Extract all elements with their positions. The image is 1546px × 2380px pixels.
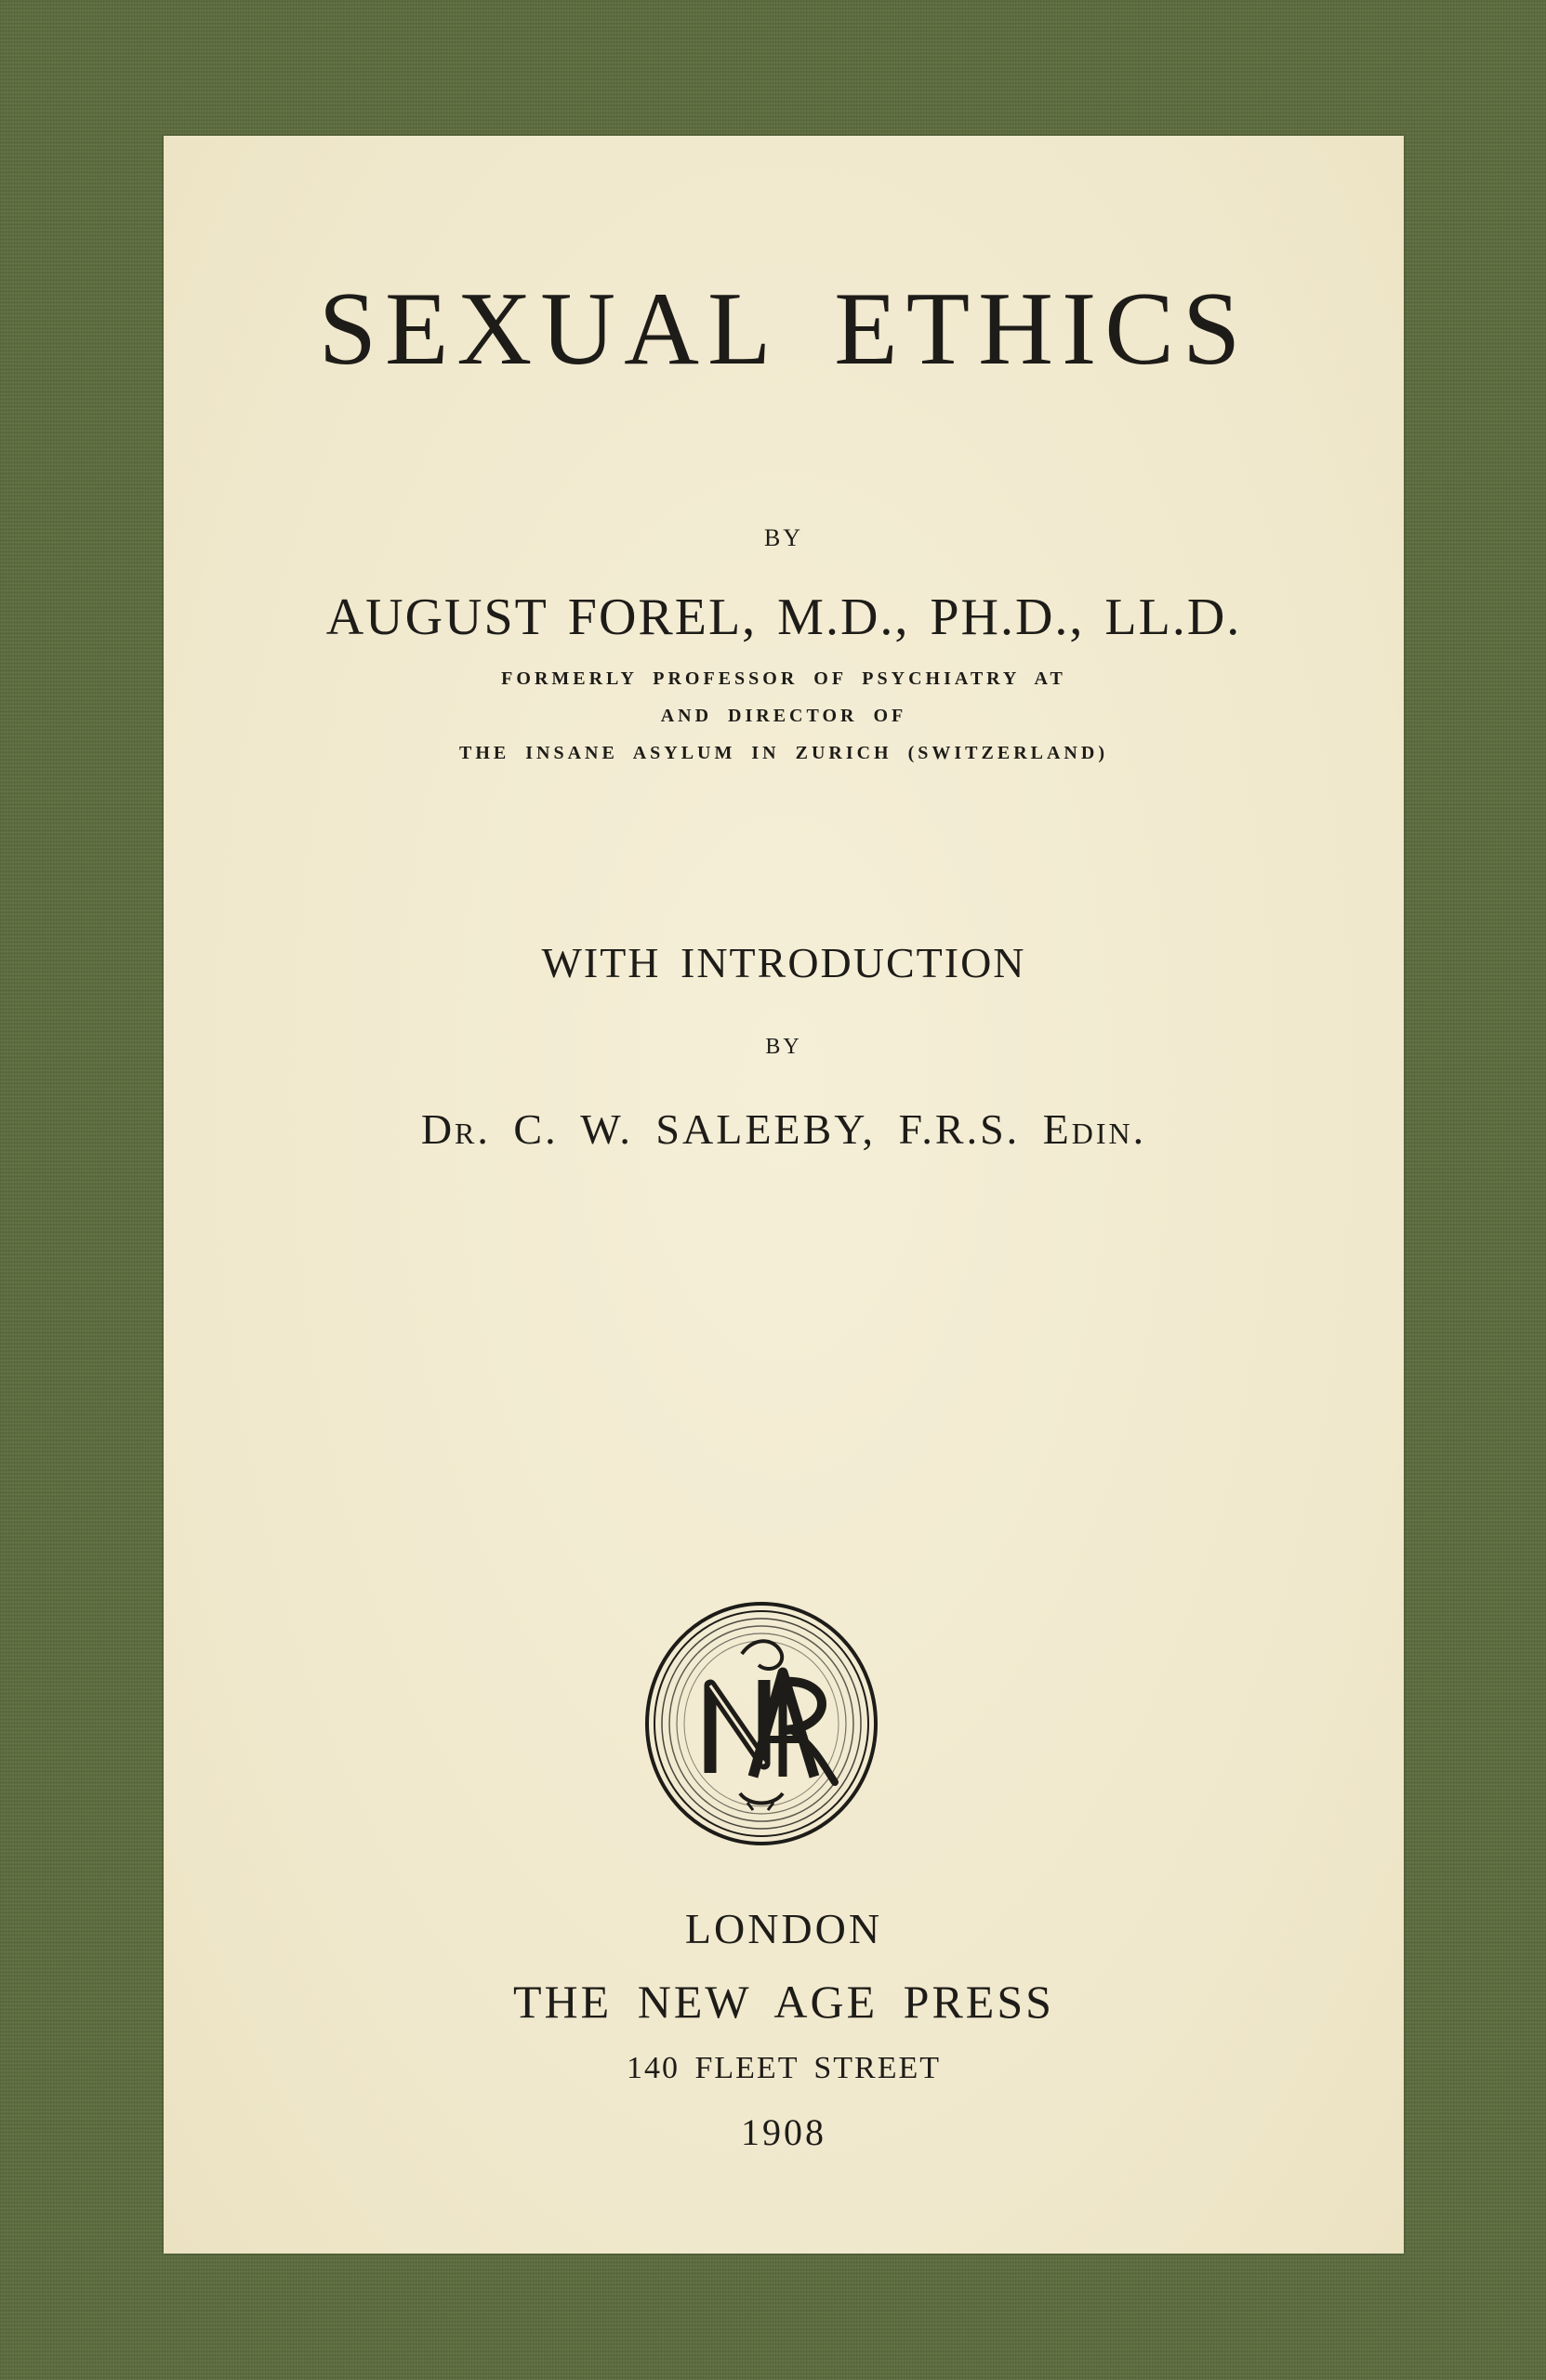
by-label: BY xyxy=(763,524,804,551)
introduction-by-label: BY xyxy=(765,1035,802,1059)
author-affiliation-line-2: AND DIRECTOR OF xyxy=(660,706,907,726)
author-affiliation-line-3: THE INSANE ASYLUM IN ZURICH (SWITZERLAND) xyxy=(459,743,1108,763)
introduction-author: Dr. C. W. SALEEBY, F.R.S. Edin. xyxy=(420,1105,1147,1153)
author-name: AUGUST FOREL, M.D., PH.D., LL.D. xyxy=(325,588,1242,646)
introduction-line: WITH INTRODUCTION xyxy=(541,939,1026,986)
book-title: SEXUAL ETHICS xyxy=(318,271,1249,387)
publisher-name: THE NEW AGE PRESS xyxy=(513,1976,1054,2028)
publication-year: 1908 xyxy=(741,2111,826,2153)
publisher-address: 140 FLEET STREET xyxy=(626,2051,942,2085)
author-affiliation-line-1: FORMERLY PROFESSOR OF PSYCHIATRY AT xyxy=(501,668,1066,689)
publisher-emblem-icon xyxy=(643,1600,879,1847)
publication-city: LONDON xyxy=(684,1905,883,1952)
title-page xyxy=(164,136,1404,2254)
